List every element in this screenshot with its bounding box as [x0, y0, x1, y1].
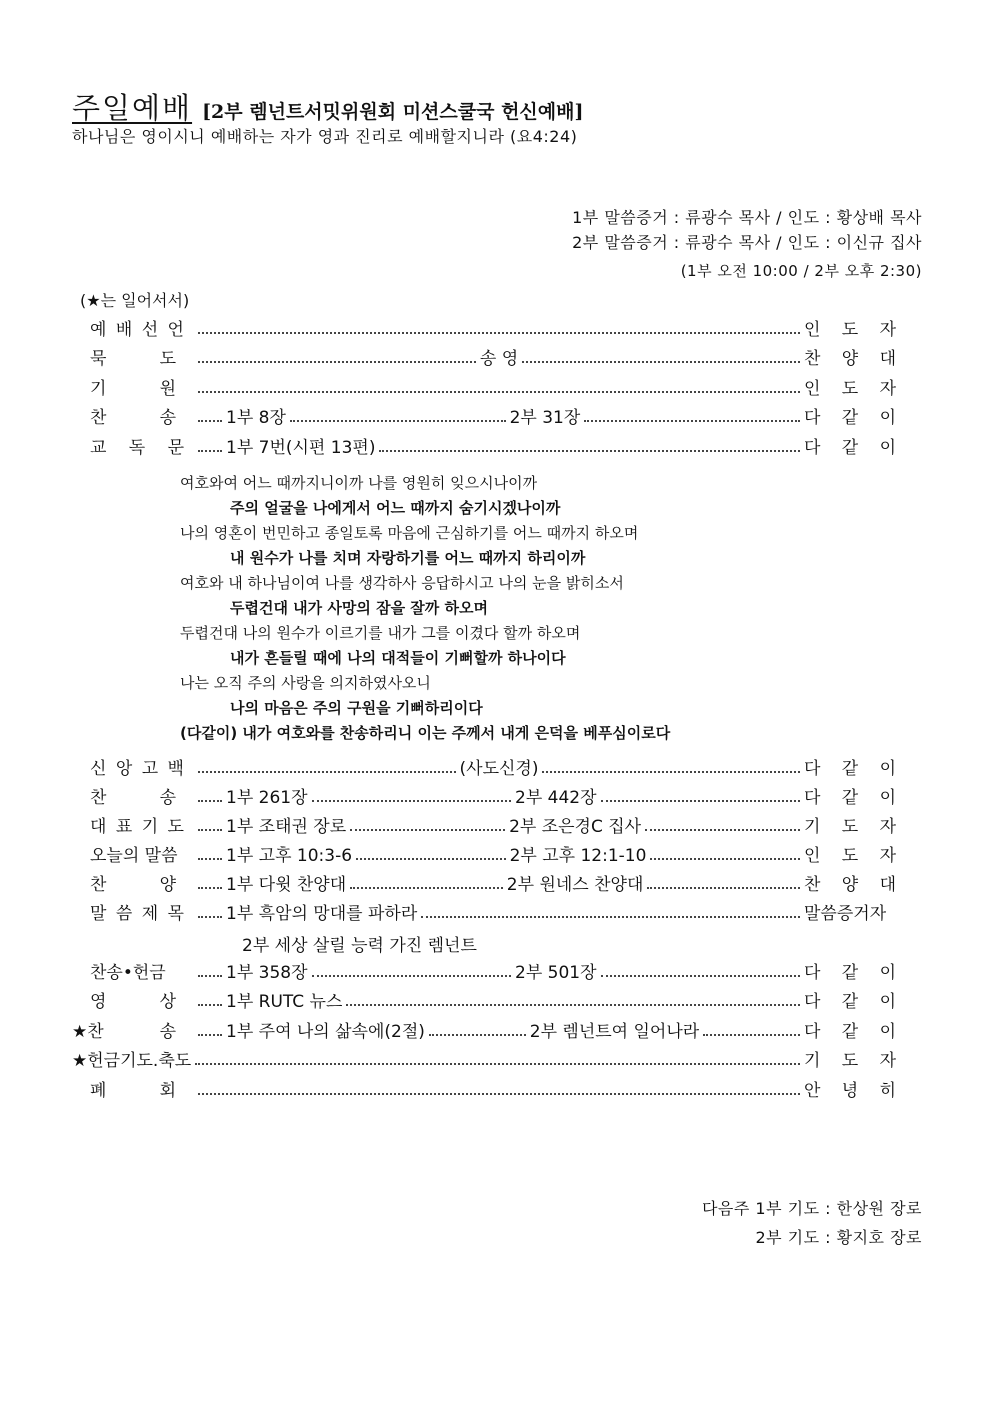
row-responder: 다 같 이: [804, 963, 896, 983]
leader-dots: [195, 1063, 800, 1065]
row-responder: 안 녕 히: [804, 1081, 896, 1101]
row-part-1: 1부 358장: [226, 963, 308, 983]
leader-dots: [312, 800, 511, 802]
leader-dots: [542, 771, 800, 773]
row-label: ★찬 송: [72, 1022, 176, 1042]
psalm-line-9: 나는 오직 주의 사랑을 의지하였사오니: [180, 674, 431, 692]
row-label: 대 표 기 도: [90, 817, 184, 837]
psalm-line-7: 두렵건대 나의 원수가 이르기를 내가 그를 이겼다 할까 하오며: [180, 624, 581, 642]
row-part-1: 1부 조태권 장로: [226, 817, 347, 837]
leader-dots: [346, 1004, 800, 1006]
leader-dots: [601, 975, 800, 977]
row-part-1: 1부 8장: [226, 408, 286, 428]
leader-dots: [522, 361, 800, 363]
row-part-1: 1부 흑암의 망대를 파하라: [226, 904, 418, 924]
row-responder: 인 도 자: [804, 379, 896, 399]
leader-dots: [379, 450, 800, 452]
row-mid: 송 영: [479, 349, 519, 369]
row-responder: 찬 양 대: [804, 349, 896, 369]
row-label: 묵 도: [90, 349, 176, 369]
preacher-line-1: 1부 말씀증거 : 류광수 목사 / 인도 : 황상배 목사: [572, 208, 922, 227]
row-label: 신 앙 고 백: [90, 759, 184, 779]
row-responder: 다 같 이: [804, 438, 896, 458]
row-responder: 인 도 자: [804, 846, 897, 866]
order-row-call: [74, 314, 896, 340]
row-part-2: 2부 렘넌트여 일어나라: [529, 1022, 700, 1042]
psalm-line-11: (다같이) 내가 여호와를 찬송하리니 이는 주께서 내게 은덕을 베푸심이로다: [180, 724, 671, 742]
standing-note: (★는 일어서서): [80, 291, 190, 310]
page-title: 주일예배: [72, 91, 193, 125]
leader-dots: [198, 916, 222, 918]
row-responder: 다 같 이: [804, 1022, 897, 1042]
leader-dots: [198, 361, 476, 363]
sermon-title-part-2: 2부 세상 살릴 능력 가진 렘넌트: [242, 936, 477, 956]
row-label: 기 원: [90, 379, 176, 399]
leader-dots: [198, 450, 222, 452]
psalm-line-10: 나의 마음은 주의 구원을 기뻐하리이다: [230, 699, 483, 717]
leader-dots: [198, 975, 222, 977]
row-label: ★헌금기도.축도: [72, 1051, 192, 1071]
page-subtitle: [2부 렘넌트서밋위원회 미션스쿨국 헌신예배]: [202, 101, 584, 123]
order-row-hymn-2: [74, 782, 896, 808]
leader-dots: [198, 391, 800, 393]
order-row-scripture: [74, 840, 896, 866]
row-part-1: 1부 다윗 찬양대: [226, 875, 347, 895]
leader-dots: [198, 829, 222, 831]
leader-dots: [198, 420, 222, 422]
row-responder: 말씀증거자: [804, 904, 887, 924]
leader-dots: [645, 829, 800, 831]
row-label: 찬 송: [90, 788, 176, 808]
psalm-line-6: 두렵건대 내가 사망의 잠을 잘까 하오며: [230, 599, 488, 617]
order-row-hymn-1: [74, 402, 896, 428]
leader-dots: [601, 800, 800, 802]
psalm-line-2: 주의 얼굴을 나에게서 어느 때까지 숨기시겠나이까: [230, 499, 561, 517]
leader-dots: [198, 887, 222, 889]
leader-dots: [350, 829, 505, 831]
leader-dots: [198, 1093, 800, 1095]
order-row-prayer: [74, 811, 896, 837]
row-responder: 기 도 자: [804, 817, 896, 837]
row-part-1: 1부 고후 10:3-6: [226, 846, 353, 866]
order-row-closing: [74, 1075, 896, 1101]
row-part-2: 2부 고후 12:1-10: [509, 846, 647, 866]
row-part-1: 1부 주여 나의 삶속에(2절): [226, 1022, 425, 1042]
row-responder: 인 도 자: [804, 320, 896, 340]
row-part-1: 1부 7번(시편 13편): [226, 438, 376, 458]
row-label: 영 상: [90, 992, 176, 1012]
order-row-silent: [74, 343, 896, 369]
order-row-creed: [74, 753, 896, 779]
row-part-1: 1부 261장: [226, 788, 308, 808]
order-row-video: [74, 986, 896, 1012]
row-responder: 다 같 이: [804, 408, 896, 428]
leader-dots: [198, 858, 222, 860]
row-responder: 다 같 이: [804, 788, 896, 808]
leader-dots: [421, 916, 800, 918]
next-week-prayer-2: 2부 기도 : 황지호 장로: [755, 1228, 922, 1247]
leader-dots: [198, 332, 800, 334]
row-part-2: 2부 442장: [515, 788, 597, 808]
theme-verse: 하나님은 영이시니 예배하는 자가 영과 진리로 예배할지니라 (요4:24): [72, 127, 578, 146]
order-row-choir: [74, 869, 896, 895]
row-responder: 기 도 자: [804, 1051, 896, 1071]
psalm-line-3: 나의 영혼이 번민하고 종일토록 마음에 근심하기를 어느 때까지 하오며: [180, 524, 639, 542]
row-part-2: 2부 원네스 찬양대: [506, 875, 644, 895]
row-label: 찬 양: [90, 875, 176, 895]
leader-dots: [198, 800, 222, 802]
preacher-line-2: 2부 말씀증거 : 류광수 목사 / 인도 : 이신규 집사: [572, 233, 922, 252]
order-row-offering: [74, 957, 896, 983]
service-times: (1부 오전 10:00 / 2부 오후 2:30): [680, 262, 922, 280]
row-label: 교 독 문: [90, 438, 184, 458]
order-row-invocation: [74, 373, 896, 399]
row-responder: 다 같 이: [804, 992, 896, 1012]
row-part-2: 2부 31장: [509, 408, 581, 428]
leader-dots: [429, 1034, 526, 1036]
psalm-line-4: 내 원수가 나를 치며 자랑하기를 어느 때까지 하리이까: [230, 549, 586, 567]
row-label: 말 씀 제 목: [90, 904, 184, 924]
order-row-hymn-3: [72, 1016, 896, 1042]
leader-dots: [350, 887, 503, 889]
psalm-line-5: 여호와 내 하나님이여 나를 생각하사 응답하시고 나의 눈을 밝히소서: [180, 574, 624, 592]
row-label: 폐 회: [90, 1081, 176, 1101]
row-responder: 찬 양 대: [804, 875, 897, 895]
leader-dots: [198, 1034, 222, 1036]
leader-dots: [290, 420, 506, 422]
row-label: 찬송•헌금: [90, 963, 166, 983]
order-row-reading: [74, 432, 896, 458]
psalm-line-1: 여호와여 어느 때까지니이까 나를 영원히 잊으시나이까: [180, 474, 538, 492]
row-label: 찬 송: [90, 408, 176, 428]
leader-dots: [650, 858, 800, 860]
psalm-line-8: 내가 흔들릴 때에 나의 대적들이 기뻐할까 하나이다: [230, 649, 566, 667]
leader-dots: [198, 1004, 222, 1006]
row-label: 예 배 선 언: [90, 320, 184, 340]
row-mid: (사도신경): [459, 759, 539, 779]
leader-dots: [703, 1034, 800, 1036]
leader-dots: [584, 420, 800, 422]
row-part-2: 2부 501장: [515, 963, 597, 983]
leader-dots: [356, 858, 506, 860]
row-label: 오늘의 말씀: [90, 846, 178, 866]
header: [72, 86, 583, 127]
row-part-2: 2부 조은경C 집사: [509, 817, 642, 837]
next-week-prayer-1: 다음주 1부 기도 : 한상원 장로: [701, 1199, 922, 1218]
leader-dots: [312, 975, 511, 977]
row-responder: 다 같 이: [804, 759, 897, 779]
row-part-1: 1부 RUTC 뉴스: [226, 992, 343, 1012]
leader-dots: [647, 887, 800, 889]
order-row-offering-prayer: [72, 1045, 896, 1071]
order-row-sermon: [74, 898, 896, 924]
leader-dots: [198, 771, 456, 773]
